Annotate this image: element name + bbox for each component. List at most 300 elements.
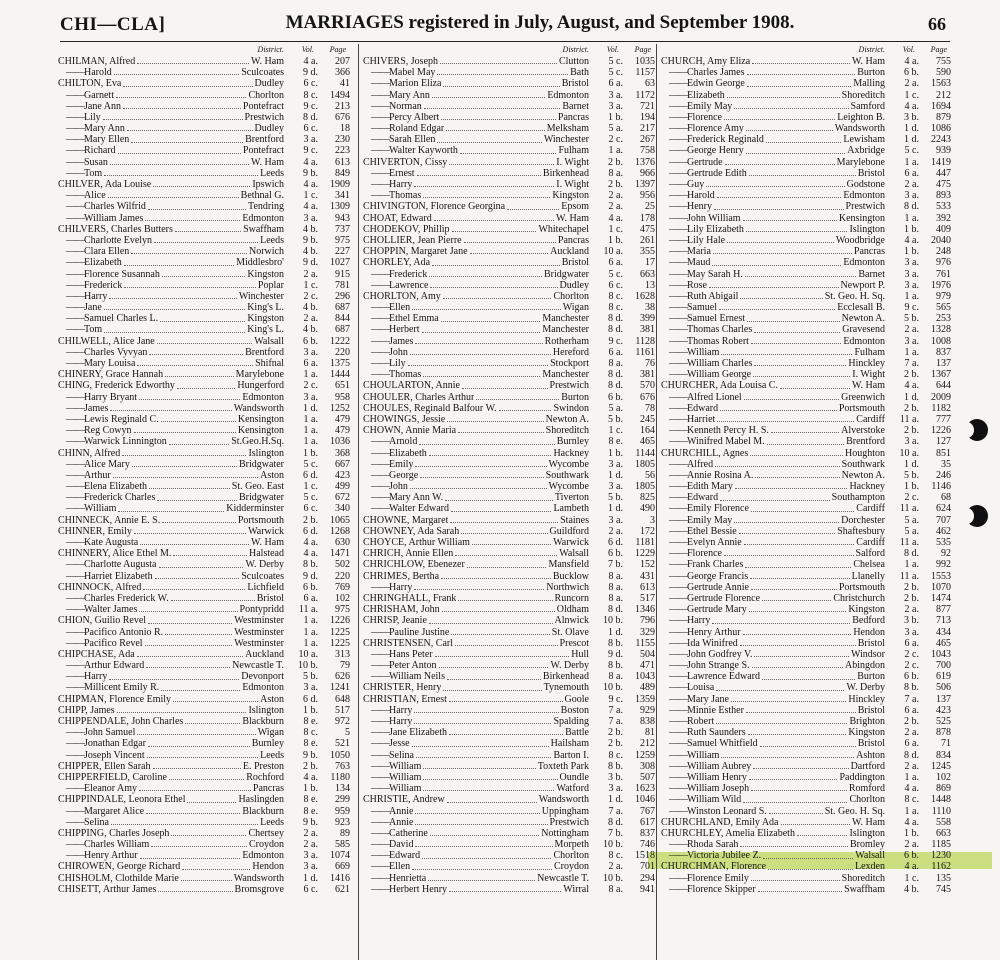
index-entry (58, 537, 350, 548)
entry-district: King's L. (247, 302, 284, 314)
entry-volume: 1 a. (303, 615, 318, 627)
entry-district: Clutton (558, 55, 589, 67)
leader-dots (104, 309, 245, 310)
entry-page: 5 (345, 727, 350, 739)
entry-district: Bridgwater (239, 492, 284, 504)
entry-district: Leeds (260, 749, 284, 761)
entry-name: —— George (363, 470, 418, 481)
entry-volume: 6 c. (303, 123, 318, 135)
entry-district: Malling (853, 78, 885, 90)
entry-district: Wandsworth (233, 872, 284, 884)
leader-dots (423, 768, 535, 769)
entry-name: —— Charles Vyvyan (58, 347, 147, 358)
entry-page: 299 (335, 794, 350, 806)
entry-volume: 11 a. (899, 537, 919, 549)
leader-dots (449, 891, 561, 892)
index-entry (661, 336, 951, 347)
entry-volume: 2 a. (608, 861, 623, 873)
entry-name: CHOULES, Reginald Balfour W. (363, 402, 497, 414)
entry-district: Hackney (553, 447, 589, 459)
entry-page: 1909 (330, 179, 350, 191)
entry-name: —— William Henry (661, 772, 747, 783)
entry-volume: 1 d. (608, 626, 623, 638)
entry-page: 127 (936, 436, 951, 448)
entry-name: —— William (58, 503, 116, 514)
entry-name: —— Elizabeth (58, 257, 122, 268)
entry-page: 223 (335, 145, 350, 157)
index-column-2 (358, 44, 655, 960)
entry-volume: 1 d. (608, 794, 623, 806)
entry-page: 35 (941, 458, 951, 470)
entry-page: 644 (936, 380, 951, 392)
index-entry (58, 582, 350, 593)
entry-district: King's L. (247, 324, 284, 336)
entry-volume: 5 a. (608, 402, 623, 414)
entry-name: CHRISHAM, John (363, 604, 440, 616)
entry-page: 1144 (635, 447, 655, 459)
leader-dots (715, 466, 840, 467)
entry-volume: 6 a. (303, 592, 318, 604)
entry-page: 71 (941, 738, 951, 750)
entry-volume: 9 c. (303, 145, 318, 157)
leader-dots (747, 321, 840, 322)
entry-volume: 8 c. (303, 727, 318, 739)
entry-volume: 6 a. (608, 257, 623, 269)
entry-district: Barnet (562, 100, 589, 112)
entry-volume: 4 a. (303, 771, 318, 783)
entry-volume: 5 c. (608, 268, 623, 280)
entry-district: Brighton (849, 716, 885, 728)
leader-dots (743, 634, 852, 635)
index-entry (661, 615, 951, 626)
entry-name: —— Frederick Charles (58, 492, 155, 503)
entry-page: 626 (335, 671, 350, 683)
entry-volume: 4 a. (303, 537, 318, 549)
index-entry (661, 806, 951, 817)
entry-page: 525 (936, 716, 951, 728)
entry-name: —— Harry (661, 615, 710, 626)
index-entry (661, 559, 951, 570)
leader-dots (414, 723, 551, 724)
index-entry (363, 515, 655, 526)
leader-dots (452, 231, 537, 232)
leader-dots (158, 891, 232, 892)
entry-district: Newton A. (841, 313, 885, 325)
entry-page: 624 (936, 503, 951, 515)
entry-name: —— Mabel May (363, 67, 435, 78)
entry-page: 230 (335, 134, 350, 146)
entry-volume: 3 a. (608, 89, 623, 101)
entry-volume: 8 b. (608, 760, 623, 772)
leader-dots (177, 388, 235, 389)
leader-dots (451, 634, 550, 635)
leader-dots (721, 354, 852, 355)
entry-volume: 4 b. (303, 302, 318, 314)
entry-district: Bristol (561, 78, 589, 90)
entry-district: Winchester (543, 134, 589, 146)
entry-volume: 5 c. (904, 145, 919, 157)
entry-volume: 1 d. (904, 391, 919, 403)
entry-district: Lambeth (553, 503, 589, 515)
entry-volume: 5 c. (608, 67, 623, 79)
index-entry (363, 325, 655, 336)
leader-dots (108, 197, 239, 198)
entry-page: 915 (335, 268, 350, 280)
entry-district: Battle (565, 727, 589, 739)
index-entry (58, 67, 350, 78)
entry-volume: 3 a. (904, 436, 919, 448)
entry-volume: 6 b. (608, 548, 623, 560)
entry-name: CHRISP, Jeanie (363, 615, 427, 627)
entry-page: 1036 (330, 436, 350, 448)
entry-page: 178 (640, 212, 655, 224)
entry-volume: 2 a. (904, 839, 919, 851)
entry-name: —— Alfred Lionel (661, 392, 742, 403)
entry-name: —— Joseph Vincent (58, 750, 145, 761)
entry-page: 1128 (635, 335, 655, 347)
entry-district: Bristol (561, 257, 589, 269)
leader-dots (446, 130, 545, 131)
entry-volume: 8 c. (608, 749, 623, 761)
entry-name: —— Harry (363, 716, 412, 727)
entry-district: Woodbridge (835, 234, 885, 246)
entry-name: CHURCH, Amy Eliza (661, 55, 751, 67)
entry-district: Lichfield (247, 581, 284, 593)
leader-dots (441, 578, 551, 579)
index-entry (363, 313, 655, 324)
entry-name: CHINERY, Grace Hannah (58, 369, 164, 381)
binder-hole (966, 505, 988, 527)
entry-district: Barton I. (553, 749, 589, 761)
entry-district: Swaffham (844, 883, 885, 895)
leader-dots (432, 265, 560, 266)
entry-volume: 9 d. (303, 257, 318, 269)
leader-dots (408, 365, 548, 366)
entry-name: —— Walter Kayworth (363, 145, 458, 156)
index-entry (58, 504, 350, 515)
entry-district: W. Derby (245, 559, 284, 571)
entry-name: —— Louisa (661, 682, 714, 693)
entry-page: 41 (340, 78, 350, 90)
entry-page: 137 (936, 358, 951, 370)
column-header (58, 44, 350, 56)
index-entry (363, 123, 655, 134)
entry-district: Leighton B. (837, 111, 885, 123)
entry-district: Tendring (248, 201, 284, 213)
entry-district: Bridgwater (544, 268, 589, 280)
leader-dots (429, 623, 553, 624)
entry-volume: 1 a. (904, 156, 919, 168)
index-entry (58, 291, 350, 302)
entry-volume: 1 c. (904, 872, 919, 884)
index-entry (661, 548, 951, 559)
entry-name: CHRINGHALL, Frank (363, 592, 457, 604)
entry-page: 68 (941, 492, 951, 504)
leader-dots (797, 835, 847, 836)
entry-district: Epsom (561, 201, 589, 213)
entry-page: 479 (335, 425, 350, 437)
entry-district: Barnet (858, 268, 885, 280)
leader-dots (132, 466, 237, 467)
entry-page: 489 (640, 682, 655, 694)
leader-dots (139, 399, 240, 400)
leader-dots (161, 690, 240, 691)
entry-district: Lexden (855, 861, 885, 873)
index-entry (58, 146, 350, 157)
entry-page: 1074 (330, 850, 350, 862)
entry-name: CHIPPINDALE, Leonora Ethel (58, 794, 186, 806)
entry-volume: 10 b. (603, 682, 623, 694)
index-entry (58, 660, 350, 671)
index-entry (58, 683, 350, 694)
entry-page: 837 (640, 827, 655, 839)
entry-page: 1252 (330, 402, 350, 414)
binder-hole (966, 419, 988, 441)
leader-dots (442, 611, 555, 612)
entry-name: —— Robert (661, 716, 714, 727)
entry-name: CHINN, Alfred (58, 447, 121, 459)
entry-page: 1444 (330, 369, 350, 381)
leader-dots (746, 153, 845, 154)
entry-name: —— Thomas Robert (661, 336, 749, 347)
entry-district: Kensington (237, 425, 284, 437)
leader-dots (749, 779, 838, 780)
entry-district: Haslingden (238, 794, 284, 806)
entry-page: 667 (335, 458, 350, 470)
entry-page: 102 (335, 592, 350, 604)
entry-page: 1086 (931, 123, 951, 135)
leader-dots (751, 880, 840, 881)
entry-district: Portsmouth (838, 581, 885, 593)
entry-page: 267 (640, 134, 655, 146)
leader-dots (755, 477, 839, 478)
entry-district: W. Ham (852, 55, 885, 67)
entry-name: CHOLLIER, Jean Pierre (363, 234, 462, 246)
entry-district: Bristol (857, 167, 885, 179)
index-entry (661, 627, 951, 638)
entry-district: W. Ham (852, 380, 885, 392)
entry-page: 663 (640, 268, 655, 280)
entry-name: —— Gertrude Annie (661, 582, 749, 593)
entry-page: 1172 (635, 89, 655, 101)
entry-volume: 11 a. (899, 503, 919, 515)
column-header (661, 44, 951, 56)
entry-district: Prestwich (549, 816, 589, 828)
entry-district: Burnley (556, 436, 589, 448)
entry-page: 1225 (330, 637, 350, 649)
entry-name: CHRICHLOW, Ebenezer (363, 559, 465, 571)
index-entry (363, 190, 655, 201)
leader-dots (162, 276, 246, 277)
entry-volume: 3 a. (904, 190, 919, 202)
index-entry (661, 235, 951, 246)
entry-name: CHOWNE, Margaret (363, 514, 449, 526)
entry-name: CHION, Guilio Revel (58, 615, 147, 627)
entry-volume: 5 b. (608, 492, 623, 504)
entry-name: —— Edward (661, 492, 718, 503)
entry-name: —— Mary Ann (363, 90, 430, 101)
entry-name: —— Victoria Jubilee Z. (661, 850, 761, 861)
entry-district: St. Geo. East (231, 481, 284, 493)
entry-page: 590 (936, 67, 951, 79)
entry-page: 490 (640, 503, 655, 515)
leader-dots (137, 63, 249, 64)
index-entry (363, 817, 655, 828)
index-entry (363, 559, 655, 570)
entry-page: 941 (640, 883, 655, 895)
index-entry (58, 78, 350, 89)
entry-page: 431 (640, 570, 655, 582)
entry-district: Mansfield (548, 559, 589, 571)
entry-volume: 10 b. (298, 660, 318, 672)
entry-volume: 2 b. (303, 514, 318, 526)
index-entry (58, 817, 350, 828)
entry-district: Alverstoke (841, 425, 885, 437)
leader-dots (149, 488, 230, 489)
index-entry (363, 403, 655, 414)
leader-dots (423, 197, 550, 198)
entry-page: 1043 (931, 648, 951, 660)
index-entry (58, 794, 350, 805)
entry-name: —— Harriet (661, 414, 715, 425)
entry-district: I. Wight (556, 179, 589, 191)
entry-district: Newton A. (545, 413, 589, 425)
leader-dots (751, 589, 837, 590)
entry-page: 1157 (635, 67, 655, 79)
entry-volume: 6 c. (303, 78, 318, 90)
leader-dots (461, 533, 547, 534)
index-entry (58, 593, 350, 604)
leader-dots (455, 645, 558, 646)
entry-name: —— Herbert (363, 324, 420, 335)
leader-dots (140, 544, 249, 545)
entry-district: Warwick (248, 525, 284, 537)
entry-page: 2009 (931, 391, 951, 403)
entry-name: —— Percy Albert (363, 112, 439, 123)
entry-volume: 10 b. (603, 615, 623, 627)
entry-page: 825 (640, 492, 655, 504)
entry-district: Cardiff (856, 413, 885, 425)
leader-dots (110, 410, 231, 411)
entry-page: 381 (640, 369, 655, 381)
entry-page: 1008 (931, 335, 951, 347)
leader-dots (414, 712, 558, 713)
entry-name: —— Jane Elizabeth (363, 727, 447, 738)
entry-name: CHIPPER, Ellen Sarah (58, 760, 151, 772)
leader-dots (415, 813, 539, 814)
entry-page: 79 (340, 660, 350, 672)
entry-district: Edmonton (242, 212, 284, 224)
entry-page: 929 (640, 704, 655, 716)
entry-name: —— William (363, 761, 421, 772)
page-heading: Page (930, 45, 947, 54)
index-entry (661, 269, 951, 280)
index-entry (661, 772, 951, 783)
index-entry (363, 750, 655, 761)
entry-district: Chorlton (248, 89, 284, 101)
entry-page: 669 (335, 861, 350, 873)
entry-district: Kingston (848, 727, 885, 739)
entry-name: —— Lily Hale (661, 235, 725, 246)
entry-page: 975 (335, 604, 350, 616)
entry-district: Wigan (257, 727, 284, 739)
leader-dots (467, 567, 547, 568)
entry-name: —— Harry (58, 291, 107, 302)
entry-volume: 8 d. (608, 313, 623, 325)
leader-dots (123, 86, 252, 87)
entry-page: 959 (335, 805, 350, 817)
entry-volume: 8 d. (608, 324, 623, 336)
leader-dots (435, 656, 570, 657)
entry-district: Dudley (559, 279, 589, 291)
leader-dots (744, 544, 855, 545)
index-entry (661, 224, 951, 235)
leader-dots (734, 108, 848, 109)
leader-dots (499, 410, 552, 411)
index-entry (363, 526, 655, 537)
entry-name: —— John (363, 347, 408, 358)
entry-name: —— Roland Edgar (363, 123, 444, 134)
entry-page: 1448 (931, 794, 951, 806)
entry-district: Aston (260, 469, 284, 481)
leader-dots (455, 555, 557, 556)
index-entry (661, 750, 951, 761)
entry-name: —— William James (58, 213, 143, 224)
leader-dots (769, 813, 823, 814)
district-heading: District. (562, 45, 589, 54)
entry-district: Toxteth Park (537, 760, 589, 772)
entry-name: —— Frank Charles (661, 559, 743, 570)
entry-volume: 5 b. (904, 313, 919, 325)
entry-name: CHILVERS, Charles Butters (58, 223, 173, 235)
entry-name: —— Lily (363, 358, 406, 369)
leader-dots (137, 734, 255, 735)
entry-district: Stockport (550, 358, 589, 370)
index-entry (363, 380, 655, 391)
entry-name: CHIPP, James (58, 704, 115, 716)
entry-name: —— Samuel Ernest (661, 313, 745, 324)
entry-page: 479 (335, 413, 350, 425)
entry-page: 1976 (931, 279, 951, 291)
entry-page: 687 (335, 324, 350, 336)
entry-volume: 8 a. (608, 671, 623, 683)
entry-district: Edmonton (547, 89, 589, 101)
leader-dots (439, 667, 549, 668)
entry-page: 1110 (931, 805, 951, 817)
entry-name: —— Mary Ann (58, 123, 125, 134)
entry-name: —— Gertrude (661, 157, 723, 168)
entry-name: —— John William (661, 213, 741, 224)
leader-dots (727, 242, 834, 243)
entry-name: —— Elena Elizabeth (58, 481, 147, 492)
entry-page: 701 (640, 861, 655, 873)
leader-dots (449, 734, 563, 735)
entry-volume: 2 c. (303, 380, 318, 392)
entry-volume: 3 a. (608, 783, 623, 795)
entry-name: —— Harriet Elizabeth (58, 571, 153, 582)
leader-dots (428, 880, 535, 881)
index-entry (661, 101, 951, 112)
entry-district: Spalding (553, 716, 589, 728)
entry-name: —— Emily Florence (661, 503, 749, 514)
entry-name: —— George Francis (661, 571, 748, 582)
entry-page: 613 (335, 156, 350, 168)
leader-dots (748, 734, 847, 735)
index-entry (58, 638, 350, 649)
entry-page: 294 (640, 872, 655, 884)
leader-dots (507, 209, 559, 210)
leader-dots (716, 723, 847, 724)
